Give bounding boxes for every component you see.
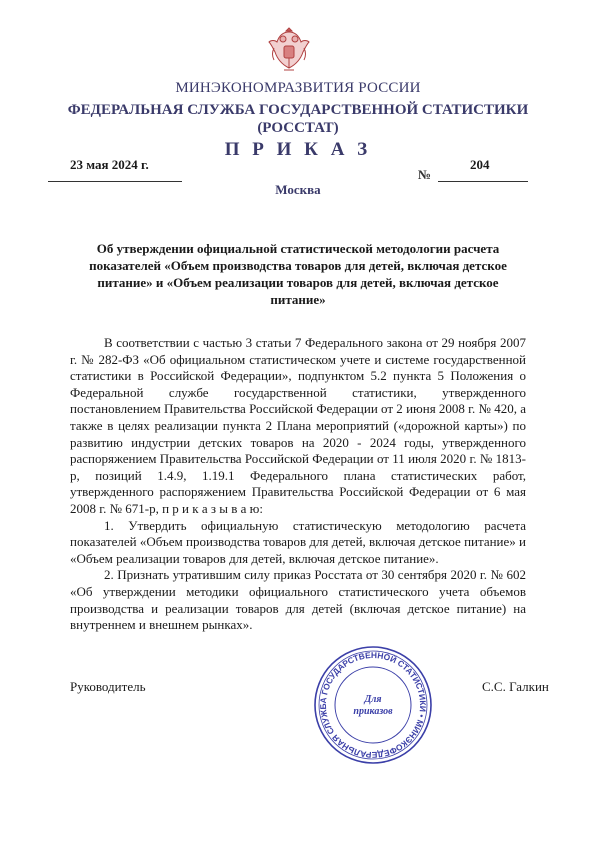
paragraph-item-2: 2. Признать утратившим силу приказ Росстата от 30 сентября 2020 г. № 602 «Об утверждении методики официального статистического учета объемов производства и реализации товаров для детей (включая детское питание) на внутреннем и внешнем рынках». [70, 567, 526, 633]
seal-center-line2: приказов [353, 706, 393, 717]
order-heading: Об утверждении официальной статистической методологии расчета показателей «Объем производства товаров для детей, включая детское питание» и «Объем реализации товаров для детей, включая детское питание» [89, 241, 507, 307]
signer-name: С.С. Галкин [482, 679, 549, 694]
paragraph-preamble: В соответствии с частью 3 статьи 7 Федерального закона от 29 ноября 2007 г. № 282-ФЗ «Об официальном статистическом учете и системе государственной статистики в Российской Федерации», подпунктом 5.2 пункта 5 Положения о Федеральной службе государственной статистики, утвержденного постановлением Правительства Российской Федерации от 2 июня 2008 г. № 420, а также в целях реализации пункта 2 Плана мероприятий («дорожной карты») по развитию индустрии детских товаров на 2020 - 2024 годы, утвержденного распоряжением Правительства Российской Федерации от 11 июля 2020 г. № 1813-р, позиций 1.4.9, 1.19.1 Федерального плана статистических работ, утвержденного распоряжением Правительства Российской Федерации от 6 мая 2008 г. № 671-р, п р и к а з ы в а ю: [70, 335, 526, 516]
seal-ring-text: ФЕДЕРАЛЬНАЯ СЛУЖБА ГОСУДАРСТВЕННОЙ СТАТИСТИКИ • МИНЭКОНОМРАЗВИТИЯ [317, 649, 429, 761]
agency-short-name: (РОССТАТ) [257, 120, 339, 136]
city: Москва [275, 182, 321, 197]
seal-stamp [312, 644, 434, 766]
svg-text:ФЕДЕРАЛЬНАЯ СЛУЖБА ГОСУДАРСТВЕ [312, 644, 434, 766]
number-sign: № [418, 167, 432, 182]
order-body [70, 335, 526, 634]
seal-center-line1: Для [364, 694, 382, 705]
coat-of-arms-icon [266, 22, 312, 78]
ministry-name: МИНЭКОНОМРАЗВИТИЯ РОССИИ [175, 80, 421, 96]
order-date: 23 мая 2024 г. [70, 157, 149, 172]
agency-name: ФЕДЕРАЛЬНАЯ СЛУЖБА ГОСУДАРСТВЕННОЙ СТАТИСТИКИ [67, 102, 529, 118]
paragraph-item-1: 1. Утвердить официальную статистическую методологию расчета показателей «Объем производства товаров для детей, включая детское питание» и «Объем реализации товаров для детей, включая детское питание». [70, 517, 526, 566]
signer-title: Руководитель [70, 679, 146, 694]
order-title: П Р И К А З [224, 139, 372, 160]
order-number: 204 [470, 157, 490, 172]
